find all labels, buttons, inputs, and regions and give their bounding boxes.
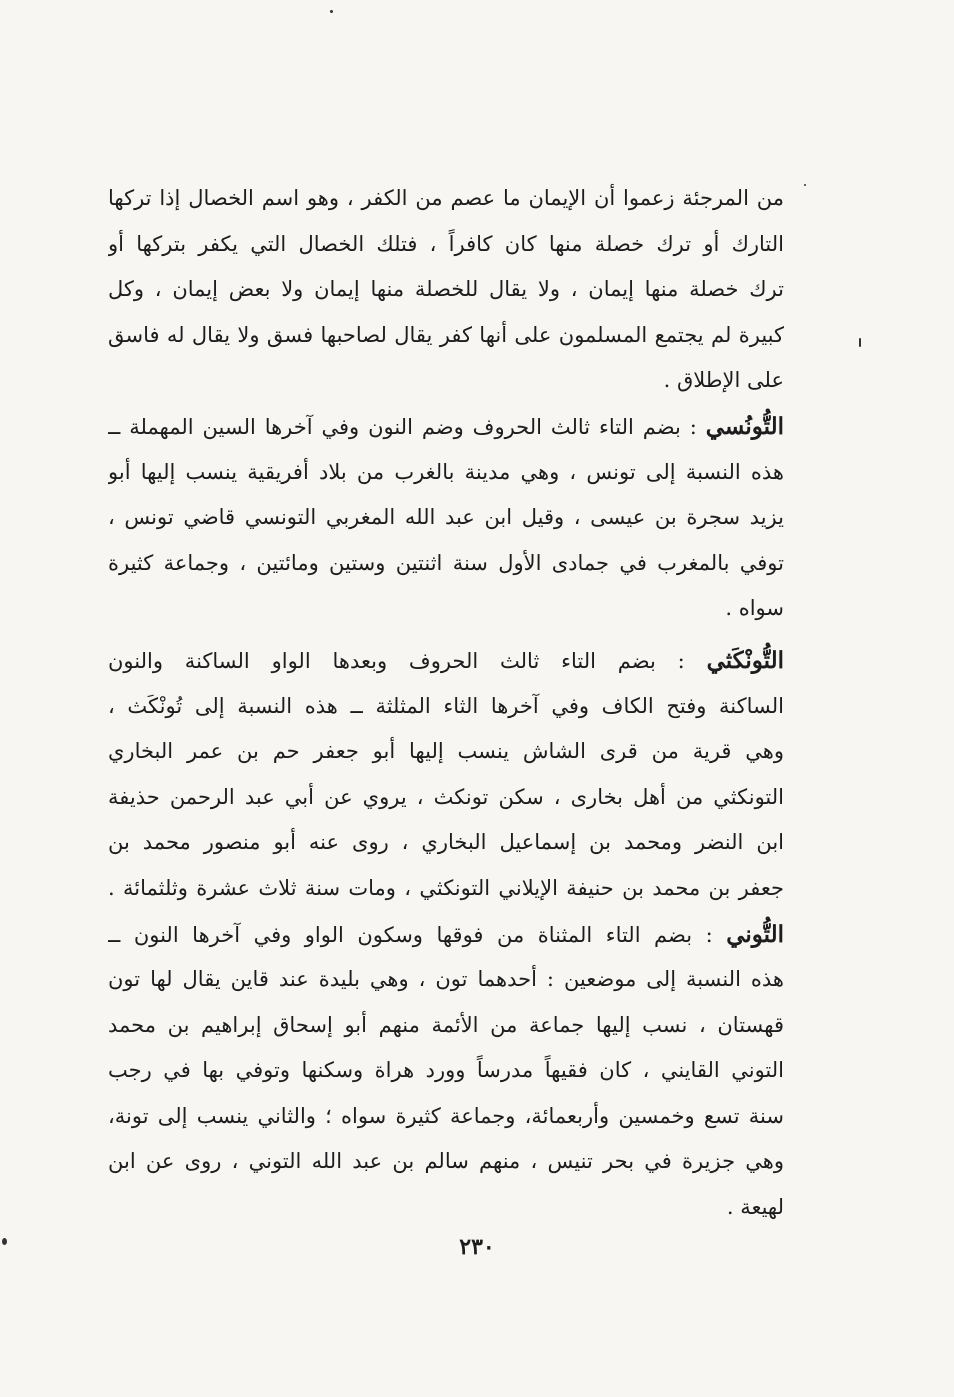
text-line	[108, 586, 784, 632]
scan-speck	[804, 184, 806, 186]
line-text: وهي جزيرة في بحر تنيس ، منهم سالم بن عبد الله التوني ، روى عن ابن	[108, 1149, 784, 1174]
entry-term: التُّونْكَثي	[706, 646, 784, 674]
text-line	[108, 358, 784, 404]
line-text: التوني القايني ، كان فقيهاً مدرساً وورد هراة وسكنها وتوفي بها في رجب	[108, 1058, 784, 1083]
line-text: من المرجئة زعموا أن الإيمان ما عصم من الكفر ، وهو اسم الخصال إذا تركها	[108, 186, 784, 210]
text-line	[108, 176, 784, 222]
line-text: ابن النضر ومحمد بن إسماعيل البخاري ، روى عنه أبو منصور محمد بن	[108, 830, 784, 855]
line-text: سواه .	[725, 596, 784, 621]
line-text: كبيرة لم يجتمع المسلمون على أنها كفر يقال لصاحبها فسق ولا يقال له فاسق	[108, 322, 784, 347]
line-text: : بضم التاء المثناة من فوقها وسكون الواو وفي آخرها النون ــ	[108, 922, 727, 947]
scan-speck	[859, 338, 861, 347]
text-line	[108, 1094, 784, 1140]
line-text: ترك خصلة منها إيمان ، ولا يقال للخصلة منها إيمان ولا بعض إيمان ، وكل	[108, 277, 784, 302]
line-text: سنة تسع وخمسين وأربعمائة، وجماعة كثيرة سواه ؛ والثاني ينسب إلى تونة،	[108, 1103, 784, 1128]
text-line	[108, 541, 784, 587]
text-line	[108, 1048, 784, 1094]
entry-term: التُّوني	[726, 920, 784, 948]
text-line	[108, 638, 784, 684]
line-text: توفي بالمغرب في جمادى الأول سنة اثنتين وستين ومائتين ، وجماعة كثيرة	[108, 550, 784, 575]
text-line	[108, 866, 784, 912]
text-line	[108, 1003, 784, 1049]
text-line	[108, 267, 784, 313]
line-text: على الإطلاق .	[663, 368, 784, 393]
text-line	[108, 1139, 784, 1185]
line-text: التونكثي من أهل بخارى ، سكن تونكث ، يروي عن أبي عبد الرحمن حذيفة	[108, 784, 784, 809]
text-line	[108, 820, 784, 866]
line-text: الساكنة وفتح الكاف وفي آخرها الثاء المثلثة ــ هذه النسبة إلى تُونْكَث ،	[108, 693, 784, 718]
line-text: هذه النسبة إلى موضعين : أحدهما تون ، وهي بليدة عند قاين يقال لها تون	[108, 967, 784, 992]
text-line	[108, 1185, 784, 1231]
text-line	[108, 495, 784, 541]
text-line	[108, 684, 784, 730]
text-line	[108, 729, 784, 775]
scan-speck	[330, 10, 333, 13]
scan-speck	[2, 1238, 7, 1245]
line-text: جعفر بن محمد بن حنيفة الإيلاني التونكثي ، ومات سنة ثلاث عشرة وثلثمائة .	[108, 875, 784, 900]
text-line	[108, 450, 784, 496]
line-text: قهستان ، نسب إليها جماعة من الأئمة منهم أبو إسحاق إبراهيم بن محمد	[108, 1012, 784, 1037]
text-line	[108, 222, 784, 268]
line-text: لهيعة .	[726, 1195, 784, 1220]
line-text: يزيد سجرة بن عيسى ، وقيل ابن عبد الله المغربي التونسي قاضي تونس ،	[108, 505, 784, 530]
text-line	[108, 313, 784, 359]
text-line	[108, 775, 784, 821]
page-number: ٢٣٠	[459, 1234, 495, 1260]
line-text: : بضم التاء ثالث الحروف وبعدها الواو الساكنة والنون	[108, 648, 707, 673]
line-text: التارك أو ترك خصلة منها كان كافراً ، فتلك الخصال التي يكفر بتركها أو	[108, 231, 784, 256]
line-text: وهي قرية من قرى الشاش ينسب إليها أبو جعفر حم بن عمر البخاري	[108, 739, 784, 764]
line-text: : بضم التاء ثالث الحروف وضم النون وفي آخرها السين المهملة ــ	[108, 414, 706, 439]
text-line	[108, 957, 784, 1003]
body-text	[108, 176, 784, 1231]
text-line	[108, 404, 784, 450]
line-text: هذه النسبة إلى تونس ، وهي مدينة بالغرب من بلاد أفريقية ينسب إليها أبو	[108, 459, 784, 484]
entry-term: التُّونُسي	[705, 412, 784, 440]
text-line	[108, 912, 784, 958]
